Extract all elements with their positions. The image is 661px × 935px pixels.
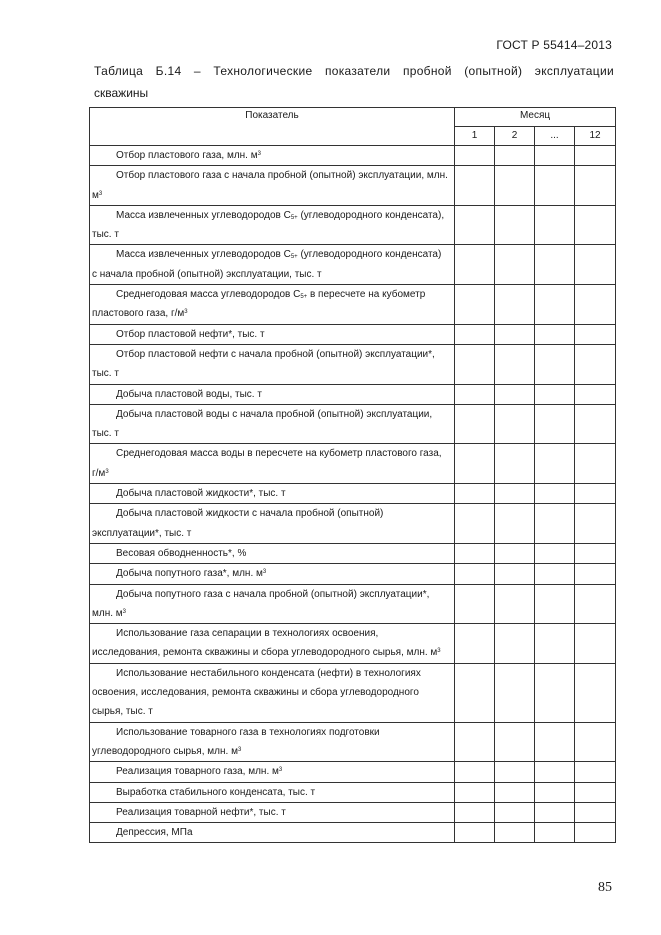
superscript: 3 xyxy=(437,648,441,655)
indicator-cell xyxy=(90,205,455,245)
table-row xyxy=(90,624,616,664)
month-value-cell xyxy=(495,324,535,344)
table-row xyxy=(90,782,616,802)
indicator-text: Отбор пластовой нефти*, тыс. т xyxy=(116,328,265,340)
header-month-12: 12 xyxy=(575,127,616,146)
standard-designation: ГОСТ Р 55414–2013 xyxy=(496,38,612,52)
indicator-cell xyxy=(90,663,455,722)
month-value-cell xyxy=(535,624,575,664)
month-value-cell xyxy=(455,344,495,384)
superscript: 3 xyxy=(98,190,103,197)
month-value-cell xyxy=(535,384,575,404)
month-value-cell xyxy=(575,245,616,285)
month-value-cell xyxy=(575,584,616,624)
month-value-cell xyxy=(535,663,575,722)
indicator-text: Добыча пластовой воды с начала пробной (опытной) эксплуатации, тыс. т xyxy=(92,408,433,440)
month-value-cell xyxy=(455,166,495,206)
superscript: 3 xyxy=(184,309,188,316)
month-value-cell xyxy=(495,205,535,245)
month-value-cell xyxy=(495,384,535,404)
month-value-cell xyxy=(575,205,616,245)
table-row xyxy=(90,285,616,325)
indicator-text: Реализация товарной нефти*, тыс. т xyxy=(116,806,286,818)
indicator-cell xyxy=(90,722,455,762)
indicator-text: Добыча попутного газа с начала пробной (опытной) эксплуатации*, млн. м xyxy=(92,588,430,619)
month-value-cell xyxy=(535,504,575,544)
month-value-cell xyxy=(455,722,495,762)
month-value-cell xyxy=(535,484,575,504)
indicator-text: Депрессия, МПа xyxy=(116,827,193,839)
table-row xyxy=(90,205,616,245)
table-row xyxy=(90,324,616,344)
month-value-cell xyxy=(455,584,495,624)
table-row xyxy=(90,823,616,843)
month-value-cell xyxy=(535,584,575,624)
table-row xyxy=(90,404,616,444)
table-row xyxy=(90,484,616,504)
header-month: Месяц xyxy=(455,108,616,127)
superscript: 3 xyxy=(278,767,283,774)
indicators-table xyxy=(89,107,616,843)
indicator-text-cont: в пересчете на кубометр пластового газа, г/м xyxy=(92,289,426,320)
indicator-text: Масса извлеченных углеводородов С xyxy=(116,249,291,261)
month-value-cell xyxy=(575,663,616,722)
month-value-cell xyxy=(495,404,535,444)
month-value-cell xyxy=(535,543,575,563)
caption-label: Таблица xyxy=(94,64,144,78)
table-row xyxy=(90,543,616,563)
month-value-cell xyxy=(455,324,495,344)
subscript: 5+ xyxy=(290,214,298,221)
indicator-cell xyxy=(90,802,455,822)
month-value-cell xyxy=(495,663,535,722)
superscript: 3 xyxy=(257,151,261,157)
caption-word: эксплуатации xyxy=(534,64,614,78)
month-value-cell xyxy=(575,823,616,843)
indicator-text: Масса извлеченных углеводородов С xyxy=(116,209,291,221)
indicator-text-cont: (углеводородного конденсата) с начала пробной (опытной) эксплуатации, тыс. т xyxy=(92,249,442,280)
superscript: 3 xyxy=(122,608,127,615)
month-value-cell xyxy=(495,564,535,584)
header-indicator: Показатель xyxy=(90,108,455,146)
indicator-cell xyxy=(90,624,455,664)
superscript: 3 xyxy=(105,468,109,475)
indicator-cell xyxy=(90,384,455,404)
month-value-cell xyxy=(455,404,495,444)
month-value-cell xyxy=(575,722,616,762)
month-value-cell xyxy=(575,384,616,404)
month-value-cell xyxy=(575,344,616,384)
month-value-cell xyxy=(495,624,535,664)
month-value-cell xyxy=(495,584,535,624)
month-value-cell xyxy=(535,205,575,245)
month-value-cell xyxy=(535,404,575,444)
table-caption xyxy=(94,60,614,104)
header-month-2: 2 xyxy=(495,127,535,146)
indicator-text: Использование газа сепарации в технологиях освоения, исследования, ремонта скважины и сбора углеводородного сырья, млн. м xyxy=(92,628,438,659)
month-value-cell xyxy=(455,245,495,285)
indicator-cell xyxy=(90,564,455,584)
indicator-text: Отбор пластового газа с начала пробной (опытной) эксплуатации, млн. м xyxy=(92,170,448,201)
indicator-cell xyxy=(90,444,455,484)
table-row xyxy=(90,722,616,762)
indicator-cell xyxy=(90,762,455,782)
month-value-cell xyxy=(495,285,535,325)
month-value-cell xyxy=(535,324,575,344)
month-value-cell xyxy=(575,324,616,344)
superscript: 3 xyxy=(262,569,267,576)
month-value-cell xyxy=(455,762,495,782)
month-value-cell xyxy=(455,802,495,822)
indicator-text: Среднегодовая масса углеводородов С xyxy=(116,289,301,301)
month-value-cell xyxy=(455,484,495,504)
indicator-text: Весовая обводненность*, % xyxy=(116,547,247,559)
month-value-cell xyxy=(455,624,495,664)
caption-line-1 xyxy=(94,60,614,82)
month-value-cell xyxy=(455,823,495,843)
table-row xyxy=(90,504,616,544)
month-value-cell xyxy=(535,166,575,206)
table-row xyxy=(90,146,616,166)
indicator-text: Использование нестабильного конденсата (нефти) в технологиях освоения, исследования, ремонта скважины и сбора углеводородного сырья, тыс. т xyxy=(92,667,421,718)
indicator-cell xyxy=(90,584,455,624)
month-value-cell xyxy=(575,543,616,563)
caption-number: Б.14 xyxy=(155,64,182,78)
month-value-cell xyxy=(455,285,495,325)
caption-word: показатели xyxy=(324,64,391,78)
month-value-cell xyxy=(535,444,575,484)
month-value-cell xyxy=(495,146,535,166)
indicator-cell xyxy=(90,344,455,384)
superscript: 3 xyxy=(237,746,242,753)
month-value-cell xyxy=(575,504,616,544)
month-value-cell xyxy=(575,762,616,782)
indicator-text: Добыча пластовой жидкости с начала пробной (опытной) эксплуатации*, тыс. т xyxy=(92,508,384,539)
indicator-text: Отбор пластовой нефти с начала пробной (опытной) эксплуатации*, тыс. т xyxy=(92,348,435,380)
month-value-cell xyxy=(575,444,616,484)
table-row xyxy=(90,245,616,285)
table-body xyxy=(90,146,616,843)
month-value-cell xyxy=(455,444,495,484)
month-value-cell xyxy=(495,802,535,822)
indicator-text: Выработка стабильного конденсата, тыс. т xyxy=(116,786,316,798)
table-row xyxy=(90,564,616,584)
header-month-ellipsis: ... xyxy=(535,127,575,146)
month-value-cell xyxy=(455,205,495,245)
month-value-cell xyxy=(455,504,495,544)
table-row xyxy=(90,802,616,822)
indicator-cell xyxy=(90,782,455,802)
indicator-cell xyxy=(90,504,455,544)
indicator-cell xyxy=(90,245,455,285)
month-value-cell xyxy=(495,762,535,782)
page-number: 85 xyxy=(598,880,612,895)
caption-word: пробной xyxy=(402,64,452,78)
month-value-cell xyxy=(495,245,535,285)
month-value-cell xyxy=(495,444,535,484)
month-value-cell xyxy=(455,384,495,404)
month-value-cell xyxy=(575,802,616,822)
indicator-text-cont: (углеводородного конденсата), тыс. т xyxy=(92,209,445,241)
indicator-cell xyxy=(90,146,455,166)
caption-line-2: скважины xyxy=(94,86,149,100)
table-row xyxy=(90,584,616,624)
month-value-cell xyxy=(455,146,495,166)
indicator-text: Добыча попутного газа*, млн. м xyxy=(116,568,263,580)
indicator-cell xyxy=(90,543,455,563)
indicator-text: Добыча пластовой воды, тыс. т xyxy=(116,388,262,400)
table-row xyxy=(90,444,616,484)
month-value-cell xyxy=(575,564,616,584)
indicator-text: Использование товарного газа в технологиях подготовки углеводородного сырья, млн. м xyxy=(92,726,380,757)
month-value-cell xyxy=(455,564,495,584)
indicator-text: Добыча пластовой жидкости*, тыс. т xyxy=(116,488,286,500)
subscript: 5+ xyxy=(290,254,298,261)
indicator-text: Реализация товарного газа, млн. м xyxy=(116,766,279,778)
month-value-cell xyxy=(535,245,575,285)
month-value-cell xyxy=(575,404,616,444)
month-value-cell xyxy=(535,344,575,384)
indicator-text: Среднегодовая масса воды в пересчете на кубометр пластового газа, г/м xyxy=(92,448,442,479)
month-value-cell xyxy=(575,146,616,166)
month-value-cell xyxy=(455,782,495,802)
header-month-1: 1 xyxy=(455,127,495,146)
table-row xyxy=(90,762,616,782)
month-value-cell xyxy=(535,146,575,166)
month-value-cell xyxy=(535,802,575,822)
table-row xyxy=(90,166,616,206)
month-value-cell xyxy=(575,484,616,504)
month-value-cell xyxy=(575,285,616,325)
month-value-cell xyxy=(535,762,575,782)
table-row xyxy=(90,384,616,404)
indicator-text: Отбор пластового газа, млн. м xyxy=(116,150,258,161)
month-value-cell xyxy=(575,782,616,802)
month-value-cell xyxy=(535,782,575,802)
indicator-cell xyxy=(90,166,455,206)
indicator-cell xyxy=(90,823,455,843)
month-value-cell xyxy=(575,624,616,664)
table-row xyxy=(90,663,616,722)
indicator-cell xyxy=(90,285,455,325)
month-value-cell xyxy=(535,564,575,584)
month-value-cell xyxy=(495,166,535,206)
month-value-cell xyxy=(495,782,535,802)
month-value-cell xyxy=(455,663,495,722)
month-value-cell xyxy=(495,722,535,762)
subscript: 5+ xyxy=(300,294,308,301)
month-value-cell xyxy=(535,722,575,762)
month-value-cell xyxy=(535,823,575,843)
month-value-cell xyxy=(535,285,575,325)
month-value-cell xyxy=(575,166,616,206)
caption-word: Технологические xyxy=(213,64,313,78)
month-value-cell xyxy=(495,504,535,544)
caption-dash: – xyxy=(193,64,201,78)
indicator-cell xyxy=(90,324,455,344)
indicator-cell xyxy=(90,404,455,444)
caption-word: (опытной) xyxy=(464,64,523,78)
indicator-cell xyxy=(90,484,455,504)
month-value-cell xyxy=(495,823,535,843)
month-value-cell xyxy=(495,484,535,504)
month-value-cell xyxy=(455,543,495,563)
month-value-cell xyxy=(495,543,535,563)
month-value-cell xyxy=(495,344,535,384)
table-row xyxy=(90,344,616,384)
